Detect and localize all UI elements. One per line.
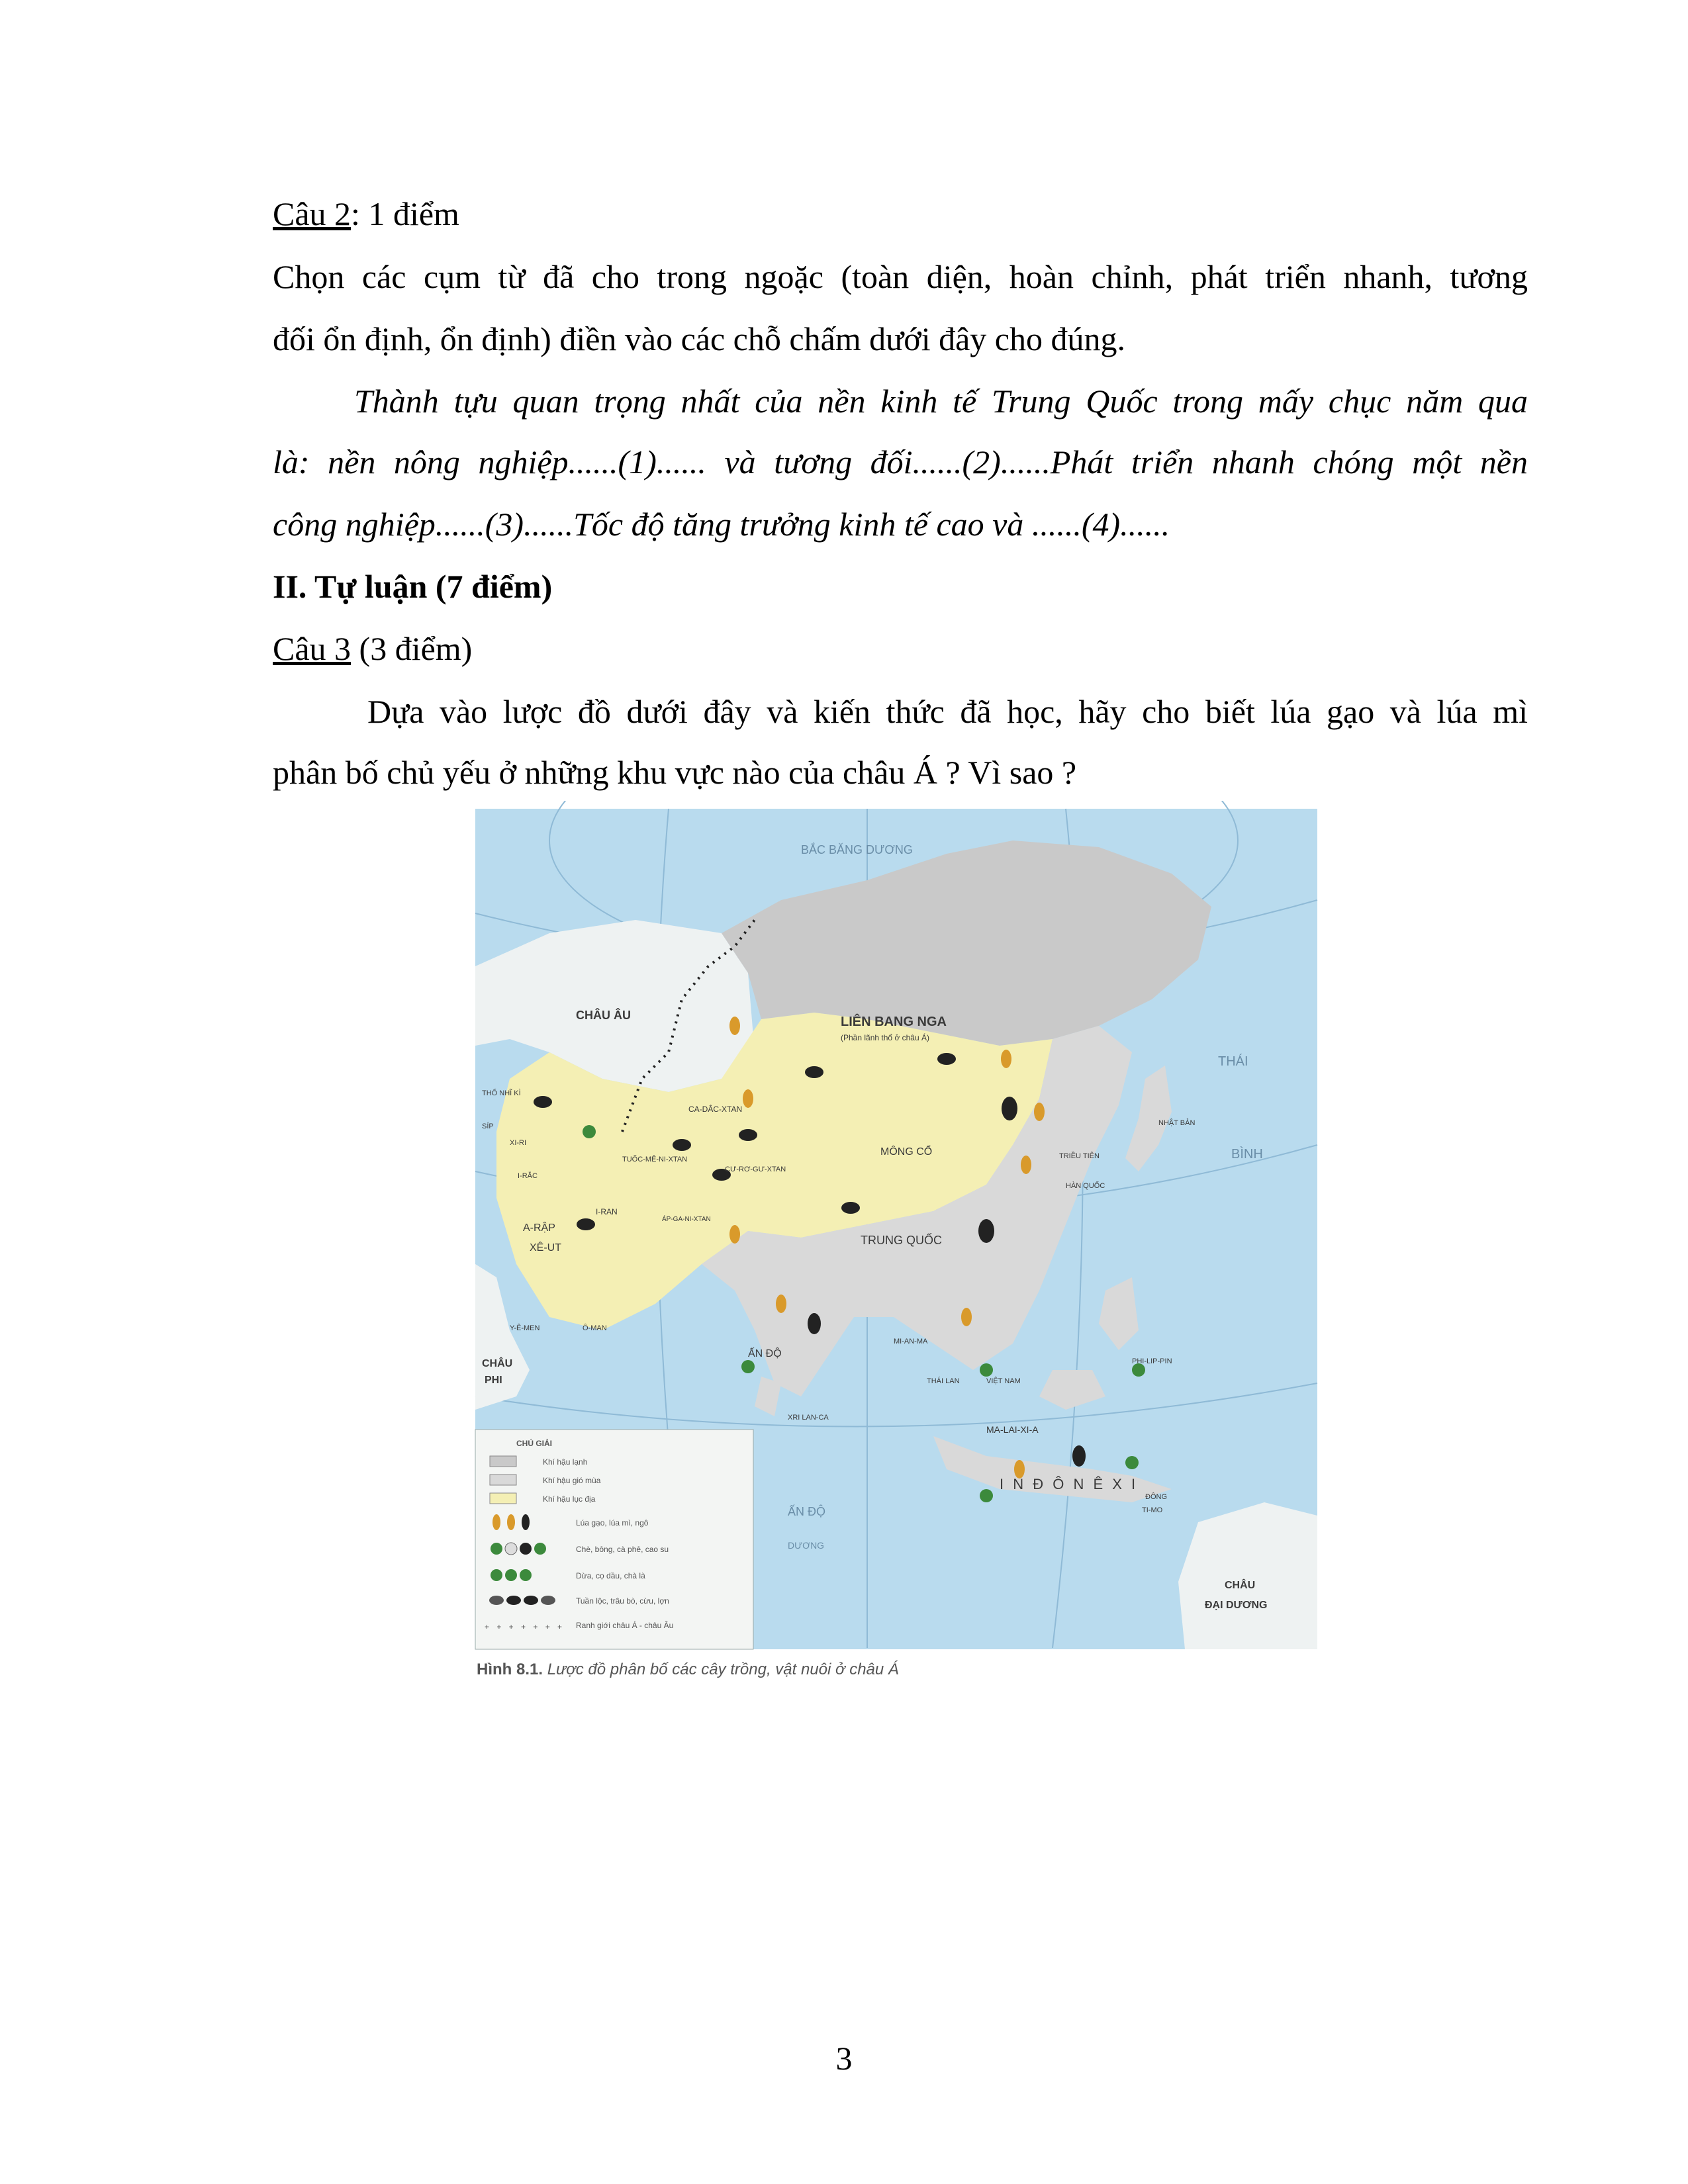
label-saudi-2: XÊ-UT [530,1242,561,1253]
label-east-timor-1: ĐÔNG [1145,1493,1167,1501]
label-kyrgyzstan: CƯ-RƠ-GƯ-XTAN [725,1165,786,1173]
palm-symbol [980,1489,993,1502]
map-legend [475,1430,753,1649]
grain-symbol [1034,1103,1045,1121]
label-pacific-1: THÁI [1218,1054,1248,1069]
q2-passage-line1: Thành tựu quan trọng nhất của nền kinh tế Trung Quốc trong mấy chục năm qua [354,383,1528,420]
label-oman: Ô-MAN [583,1324,607,1332]
livestock-symbol [937,1053,956,1065]
caption-number: Hình 8.1. [477,1661,543,1678]
cash-crop-symbol [808,1313,821,1334]
grain-symbol [961,1308,972,1326]
section-title: II. Tự luận (7 điểm) [273,568,553,605]
legend-border: Ranh giới châu Á - châu Âu [576,1621,674,1630]
grain-symbol [1021,1156,1031,1174]
label-vietnam: VIỆT NAM [986,1377,1021,1385]
q2-passage-line3: công nghiệp......(3)......Tốc độ tăng trưởng kinh tế cao và ......(4)...... [273,506,1170,543]
palm-symbol [980,1363,993,1377]
label-indian-ocean-1: ẤN ĐỘ [788,1505,826,1518]
label-europe: CHÂU ÂU [576,1009,631,1022]
cash-crop-symbol [1072,1445,1086,1467]
label-yemen: Y-Ê-MEN [510,1324,540,1332]
asia-crop-livestock-map [470,801,1324,1688]
label-africa-1: CHÂU [482,1358,513,1369]
legend-swatch-monsoon [490,1475,516,1485]
label-myanmar: MI-AN-MA [894,1338,928,1345]
legend-swatch-continental [490,1493,516,1504]
grain-symbol [776,1295,786,1313]
label-iran: I-RAN [596,1207,618,1216]
label-japan: NHẬT BẢN [1158,1119,1196,1127]
label-north-korea: TRIỀU TIÊN [1059,1152,1100,1160]
label-africa-2: PHI [485,1375,502,1386]
legend-cold: Khí hậu lạnh [543,1457,588,1467]
palm-symbol [1125,1456,1139,1469]
q2-heading-label: Câu 2 [273,195,352,232]
label-arctic-ocean: BẮC BĂNG DƯƠNG [801,843,913,856]
label-pacific-2: BÌNH [1231,1147,1263,1161]
legend-palm-icons [491,1569,532,1581]
label-mongolia: MÔNG CỔ [880,1146,933,1158]
label-russia-note: (Phần lãnh thổ ở châu Á) [841,1033,929,1042]
legend-grains: Lúa gạo, lúa mì, ngô [576,1518,649,1527]
label-srilanka: XRI LAN-CA [788,1414,829,1422]
q2-heading [273,194,1528,234]
label-cyprus: SÍP [482,1122,494,1130]
label-indian-ocean-2: DƯƠNG [788,1540,825,1551]
palm-symbol [583,1125,596,1138]
label-oceania-2: ĐẠI DƯƠNG [1205,1600,1268,1611]
label-kazakhstan: CA-DẮC-XTAN [688,1105,743,1114]
label-russia: LIÊN BANG NGA [841,1015,947,1029]
label-oceania-1: CHÂU [1225,1580,1256,1591]
legend-border-symbol: + + + + + + + [485,1622,565,1631]
legend-continental: Khí hậu lục địa [543,1494,596,1504]
grain-symbol [729,1017,740,1035]
legend-title: CHÚ GIẢI [516,1439,552,1448]
palm-symbol [1132,1363,1145,1377]
grain-symbol [729,1225,740,1244]
livestock-symbol [805,1066,823,1078]
legend-cash-crops: Chè, bông, cà phê, cao su [576,1545,669,1554]
label-east-timor-2: TI-MO [1142,1506,1163,1514]
livestock-symbol [673,1139,691,1151]
label-india: ẤN ĐỘ [748,1348,782,1359]
map-caption [477,1661,899,1678]
label-china: TRUNG QUỐC [861,1234,942,1247]
q2-heading-points: : 1 điểm [351,195,459,232]
q3-prompt-line2: phân bố chủ yếu ở những khu vực nào của châu Á ? Vì sao ? [273,754,1077,791]
label-afghanistan: ÁP-GA-NI-XTAN [662,1216,711,1223]
label-iraq: I-RẮC [518,1172,538,1180]
grain-symbol [1001,1050,1011,1068]
legend-monsoon: Khí hậu gió mùa [543,1476,601,1485]
australia-land [1178,1502,1317,1649]
q3-heading [273,629,1528,668]
grain-symbol [743,1089,753,1108]
label-philippines: PHI-LIP-PIN [1132,1357,1172,1365]
caption-text: Lược đồ phân bố các cây trồng, vật nuôi ở châu Á [543,1661,899,1678]
q2-instruction-line1: Chọn các cụm từ đã cho trong ngoặc (toàn diện, hoàn chỉnh, phát triển nhanh, tương [273,258,1528,295]
legend-swatch-cold [490,1456,516,1467]
q2-passage-line2: là: nền nông nghiệp......(1)...... và tương đối......(2)......Phát triển nhanh chóng một nền [273,443,1528,480]
livestock-symbol [841,1202,860,1214]
livestock-symbol [534,1096,552,1108]
label-malaysia: MA-LAI-XI-A [986,1424,1039,1435]
livestock-symbol [739,1129,757,1141]
q2-instruction-line2: đối ổn định, ổn định) điền vào các chỗ chấm dưới đây cho đúng. [273,320,1125,357]
cash-crop-symbol [978,1219,994,1243]
q3-prompt-line1: Dựa vào lược đồ dưới đây và kiến thức đã học, hãy cho biết lúa gạo và lúa mì [367,693,1528,730]
legend-box [475,1430,753,1649]
livestock-symbol [577,1218,595,1230]
label-syria: XI-RI [510,1139,527,1147]
q3-heading-label: Câu 3 [273,630,352,667]
legend-livestock: Tuần lộc, trâu bò, cừu, lợn [576,1596,669,1606]
label-indonesia: I N Đ Ô N Ê X I [1000,1476,1139,1492]
legend-grain-icons [492,1514,530,1530]
legend-palms: Dừa, cọ dầu, chà là [576,1571,645,1580]
label-thailand: THÁI LAN [927,1377,960,1385]
label-saudi-1: A-RẬP [523,1222,555,1234]
cash-crop-symbol [1002,1097,1017,1120]
page-number: 3 [835,2040,853,2077]
palm-symbol [741,1360,755,1373]
q3-heading-points: (3 điểm) [351,630,473,667]
label-turkmenistan: TUỐC-MÊ-NI-XTAN [622,1156,688,1163]
label-turkey: THỔ NHĨ KÌ [482,1089,521,1097]
label-south-korea: HÀN QUỐC [1066,1182,1105,1190]
